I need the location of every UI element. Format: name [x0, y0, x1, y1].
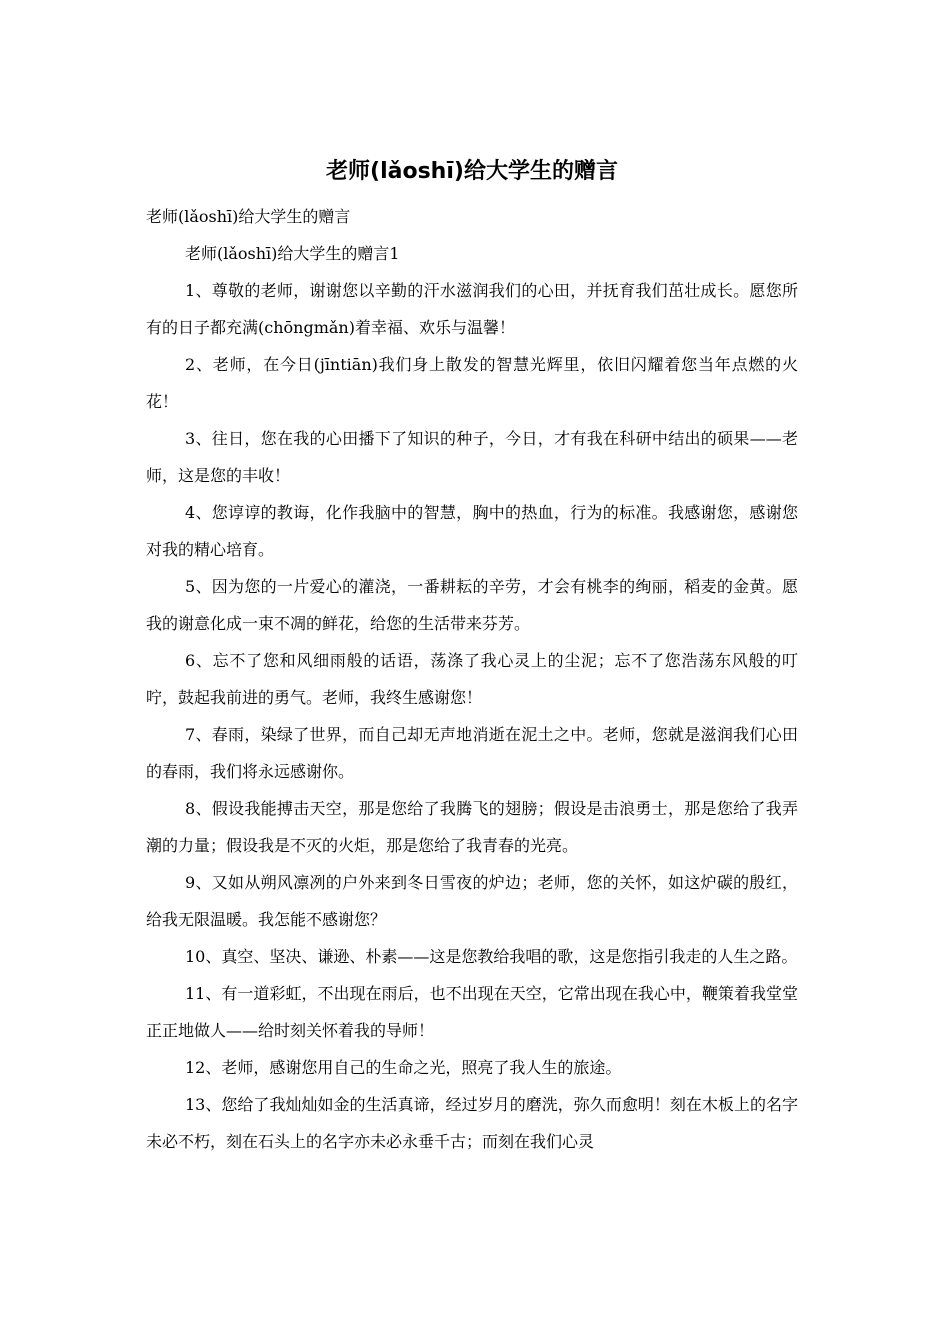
- document-subtitle: 老师(lǎoshī)给大学生的赠言: [146, 207, 351, 226]
- paragraph: 12、老师，感谢您用自己的生命之光，照亮了我人生的旅途。: [185, 1058, 622, 1077]
- section-heading: 老师(lǎoshī)给大学生的赠言1: [185, 244, 400, 263]
- paragraph: 9、又如从朔风凛冽的户外来到冬日雪夜的炉边；老师，您的关怀，如这炉碳的殷红，给我无限温暖。我怎能不感谢您？: [146, 873, 798, 929]
- paragraph: 13、您给了我灿灿如金的生活真谛，经过岁月的磨洗，弥久而愈明！刻在木板上的名字未必不朽，刻在石头上的名字亦未必永垂千古；而刻在我们心灵: [146, 1095, 798, 1151]
- paragraph: 1、尊敬的老师，谢谢您以辛勤的汗水滋润我们的心田，并抚育我们茁壮成长。愿您所有的日子都充满(chōngmǎn)着幸福、欢乐与温馨！: [146, 281, 798, 337]
- paragraph: 4、您谆谆的教诲，化作我脑中的智慧，胸中的热血，行为的标准。我感谢您，感谢您对我的精心培育。: [146, 503, 798, 559]
- paragraph: 7、春雨，染绿了世界，而自己却无声地消逝在泥土之中。老师，您就是滋润我们心田的春雨，我们将永远感谢你。: [146, 725, 798, 781]
- paragraph: 10、真空、坚决、谦逊、朴素——这是您教给我唱的歌，这是您指引我走的人生之路。: [185, 947, 798, 966]
- paragraph: 11、有一道彩虹，不出现在雨后，也不出现在天空，它常出现在我心中，鞭策着我堂堂正正地做人——给时刻关怀着我的导师！: [146, 984, 798, 1040]
- paragraph: 5、因为您的一片爱心的灌浇，一番耕耘的辛劳，才会有桃李的绚丽，稻麦的金黄。愿我的谢意化成一束不凋的鲜花，给您的生活带来芬芳。: [146, 577, 798, 633]
- document-title: 老师(lǎoshī)给大学生的赠言: [326, 159, 618, 184]
- paragraph: 6、忘不了您和风细雨般的话语，荡涤了我心灵上的尘泥；忘不了您浩荡东风般的叮咛，鼓起我前进的勇气。老师，我终生感谢您！: [146, 651, 798, 707]
- paragraph: 8、假设我能搏击天空，那是您给了我腾飞的翅膀；假设是击浪勇士，那是您给了我弄潮的力量；假设我是不灭的火炬，那是您给了我青春的光亮。: [146, 799, 798, 855]
- paragraph: 2、老师，在今日(jīntiān)我们身上散发的智慧光辉里，依旧闪耀着您当年点燃的火花！: [146, 355, 798, 411]
- document-page: [146, 148, 798, 1160]
- paragraph: 3、往日，您在我的心田播下了知识的种子，今日，才有我在科研中结出的硕果——老师，这是您的丰收！: [146, 429, 798, 485]
